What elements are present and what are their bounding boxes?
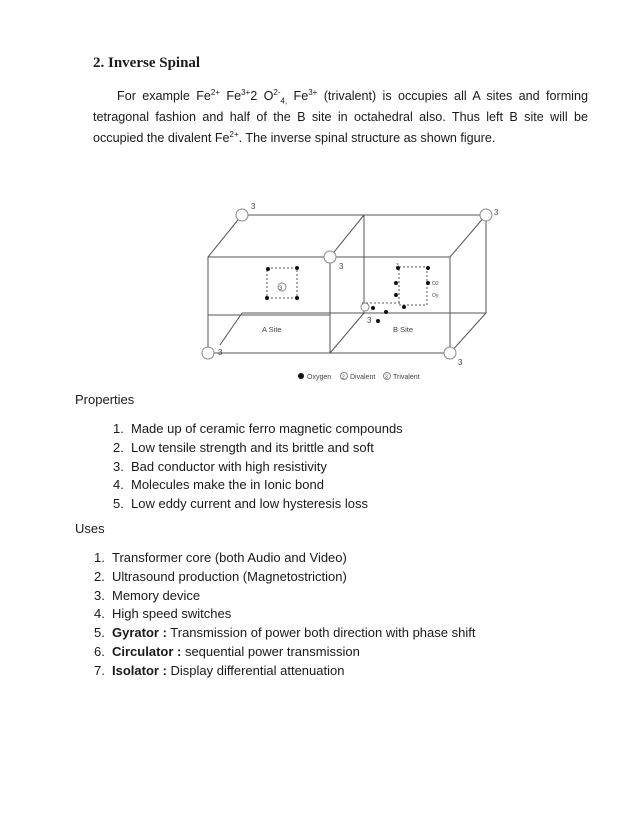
properties-list	[113, 420, 403, 514]
uses-list	[94, 549, 475, 681]
list-item: 3. Bad conductor with high resistivity	[113, 458, 327, 474]
list-item: 1. Transformer core (both Audio and Video)	[94, 550, 347, 565]
list-item: 2. Low tensile strength and its brittle and soft	[113, 439, 374, 455]
para-text-1: For example Fe	[117, 89, 211, 103]
legend-divalent: Divalent	[350, 374, 376, 381]
superscript-o: 2-	[273, 87, 281, 97]
para-text-6: . The inverse spinal structure as shown figure.	[238, 131, 496, 145]
uses-heading: Uses	[75, 521, 105, 536]
a-site-label: A Site	[262, 325, 282, 334]
trivalent-atom	[324, 251, 336, 263]
list-item: 3. Memory device	[94, 587, 201, 603]
corner-label: 3	[251, 202, 256, 211]
legend-divalent-symbol: 2	[342, 374, 345, 381]
section-title: 2. Inverse Spinal	[93, 55, 201, 71]
cube-lines	[208, 215, 486, 353]
corner-label: 3	[494, 208, 499, 217]
term-circulator: Circulator :	[112, 643, 182, 659]
list-item: 6. Circulator : sequential power transmission	[94, 643, 360, 659]
trivalent-atom	[444, 347, 456, 359]
corner-atoms	[202, 209, 492, 359]
legend-oxygen: Oxygen	[307, 374, 332, 381]
figure-legend	[298, 373, 420, 382]
legend-trivalent-symbol: 3	[385, 374, 388, 381]
list-item: 2. Ultrasound production (Magnetostriction)	[94, 568, 347, 584]
trivalent-atom	[361, 303, 369, 311]
list-item: 1. Made up of ceramic ferro magnetic compounds	[113, 421, 403, 436]
para-text-5: (trivalent) is occupies all A sites and forming tetragonal fashion and half of the B site in octahedral also. Thus left B site will be occupied the divalent Fe	[93, 89, 588, 145]
trivalent-atom	[236, 209, 248, 221]
list-item: 5. Low eddy current and low hysteresis loss	[113, 496, 369, 512]
corner-label: 3	[218, 348, 223, 357]
oy-label: Oy	[432, 293, 439, 299]
legend-trivalent: Trivalent	[393, 374, 420, 381]
para-text-3: 2 O	[250, 89, 274, 103]
para-text-4: Fe	[287, 89, 309, 103]
list-item: 4. Molecules make the in Ionic bond	[113, 477, 324, 493]
list-item: 5. Gyrator : Transmission of power both direction with phase shift	[94, 625, 476, 641]
trivalent-atom	[202, 347, 214, 359]
oxygen-legend-dot	[298, 373, 304, 379]
trivalent-atom	[480, 209, 492, 221]
superscript-fe3b: 3+	[308, 87, 318, 97]
corner-label: 3	[367, 316, 372, 325]
superscript-fe2: 2+	[210, 87, 221, 97]
term-gyrator: Gyrator :	[112, 625, 167, 641]
list-item: 7. Isolator : Display differential attenuation	[94, 662, 345, 678]
corner-label: 3	[339, 262, 344, 271]
circled-3-label: 3	[279, 286, 283, 292]
para-text-2: Fe	[220, 89, 242, 103]
properties-heading: Properties	[75, 392, 135, 407]
b-site-label: B Site	[393, 325, 414, 334]
list-item: 4. High speed switches	[94, 606, 232, 622]
front-face	[208, 257, 450, 353]
inverse-spinel-figure	[190, 195, 510, 385]
corner-label: 3	[458, 358, 463, 367]
superscript-fe3: 3+	[241, 87, 251, 97]
o2-label: O2	[432, 281, 439, 287]
small-3-label: 3	[396, 263, 399, 269]
subscript-o: 4,	[280, 96, 288, 106]
intro-paragraph	[93, 86, 588, 149]
superscript-fe2b: 2+	[229, 129, 239, 139]
term-isolator: Isolator :	[112, 662, 167, 678]
oxygen-atoms	[265, 266, 430, 323]
